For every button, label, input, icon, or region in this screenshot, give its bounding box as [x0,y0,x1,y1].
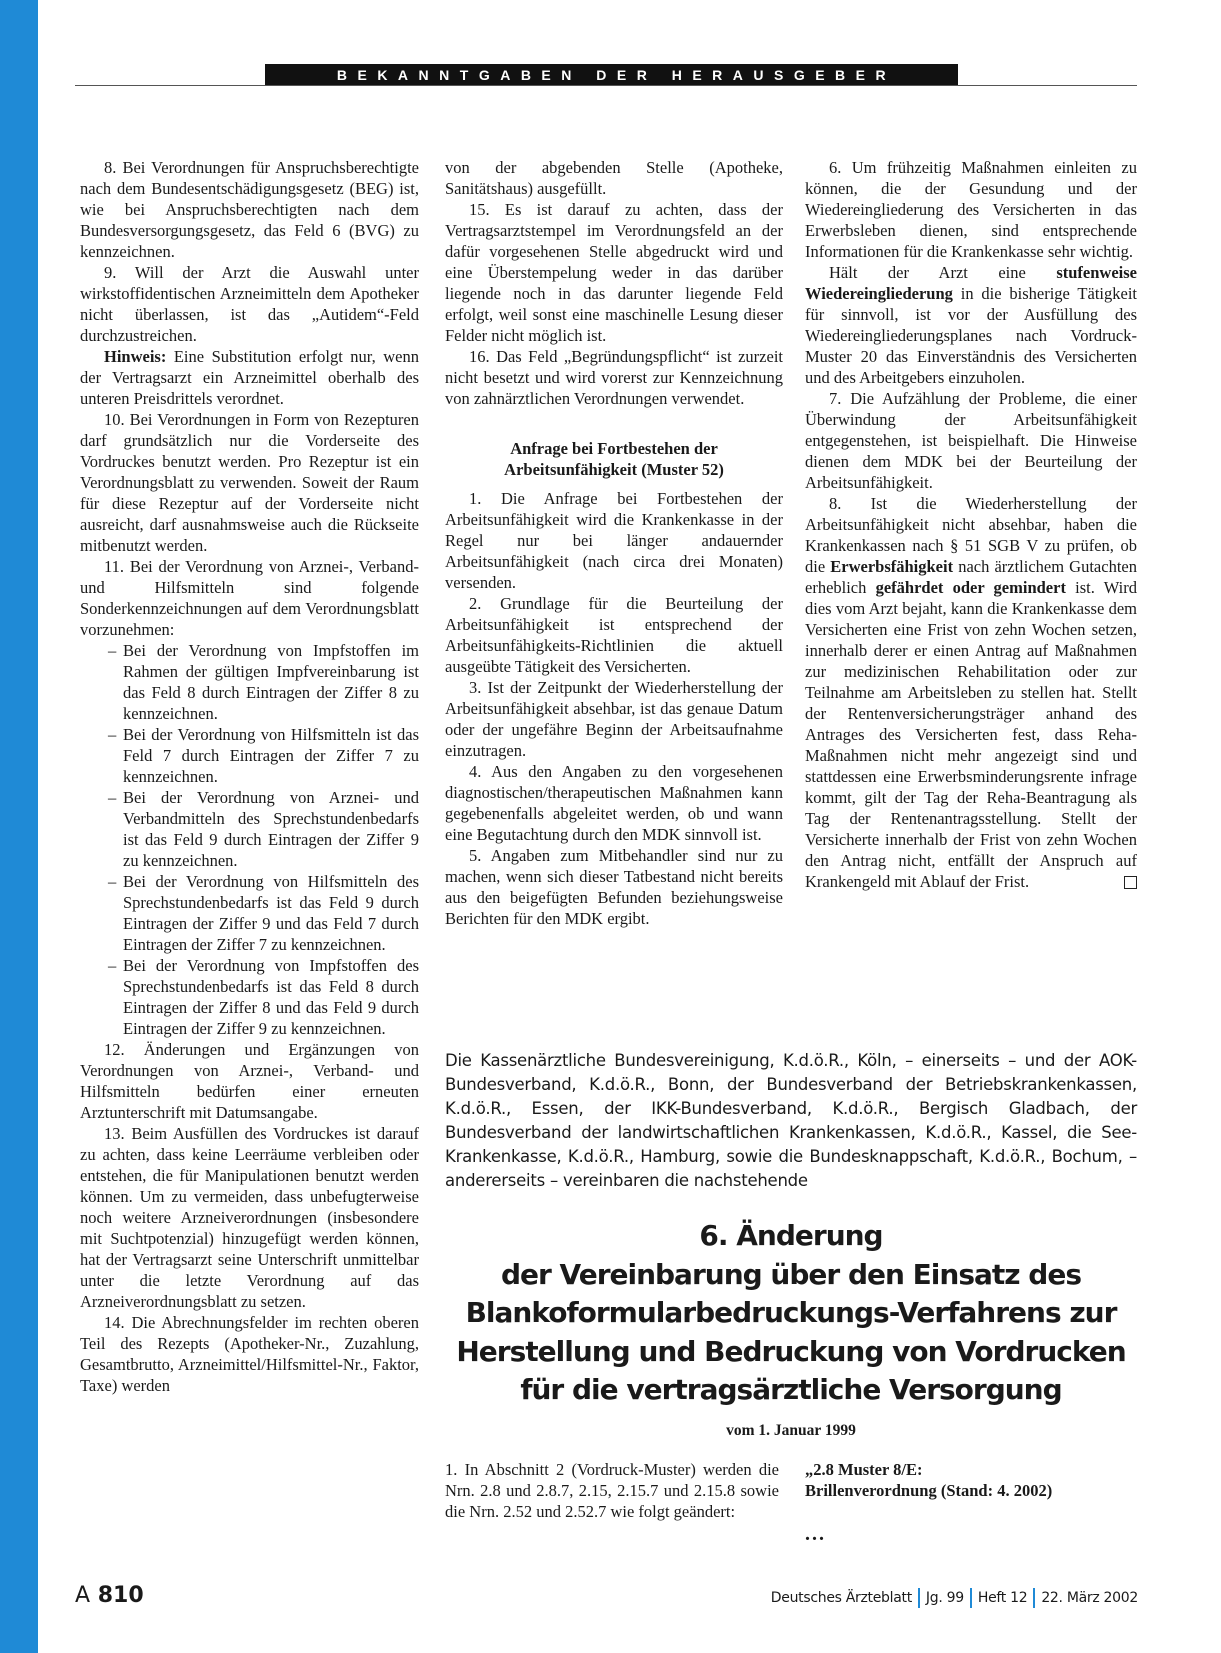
paragraph: 6. Um frühzeitig Maßnahmen einleiten zu können, die der Gesundung und der Wiedereingliederung des Versicherten in das Erwerbsleben dienen, sind entsprechende Informationen für die Krankenkasse sehr wichtig. [805,158,1137,261]
quote-line: „2.8 Muster 8/E: [805,1460,923,1479]
subsection-heading-line: Arbeitsunfähigkeit (Muster 52) [504,460,724,479]
title-line: Herstellung und Bedruckung von Vordrucken [456,1334,1126,1368]
left-color-bar [0,0,38,1653]
journal-name: Deutsches Ärzteblatt [770,1590,912,1606]
text-run: ist. Wird dies vom Arzt bejaht, kann die Krankenkasse dem Versicherten eine Frist von zehn Wochen setzen, innerhalb derer er einen Antrag auf Maßnahmen zur medizinischen Rehabilitation oder zur Teilnahme am Arbeitsleben zu stellen hat. Stellt der Rentenversicherungsträger anhand des Antrages des Versicherten fest, dass Reha-Maßnahmen nicht mehr angezeigt sind und stattdessen eine Erwerbsminderungsrente infrage kommt, gilt der Tag der Reha-Beantragung als Tag der Rentenantragsstellung. Stellt der Versicherte innerhalb der Frist von zehn Wochen den Antrag nicht, entfällt der Anspruch auf Krankengeld mit Ablauf der Frist. [805,578,1137,891]
footer-separator [970,1588,972,1608]
section-header-band: BEKANNTGABEN DER HERAUSGEBER [265,64,958,85]
journal-footer [771,1588,1138,1608]
paragraph-continuation: von der abgebenden Stelle (Apotheke, Sanitätshaus) ausgefüllt. [445,158,783,198]
paragraph: 9. Will der Arzt die Auswahl unter wirkstoffidentischen Arzneimitteln dem Apotheker nicht überlassen, ist das „Autidem“-Feld durchzustreichen. [80,263,419,345]
paragraph: 4. Aus den Angaben zu den vorgesehenen diagnostischen/therapeutischen Maßnahmen kann gegebenenfalls abgeleitet werden, ob und wann eine Begutachtung durch den MDK sinnvoll ist. [445,762,783,844]
amendment-paragraph: 1. In Abschnitt 2 (Vordruck-Muster) werden die Nrn. 2.8 und 2.8.7, 2.15, 2.15.7 und 2.15.8 sowie die Nrn. 2.52 und 2.52.7 wie folgt geändert: [445,1460,779,1521]
text-column-1 [80,157,419,1396]
bold-term: stufenweise Wiedereingliederung [805,263,1137,303]
bold-term: gefährdet oder gemindert [875,578,1066,597]
paragraph: 3. Ist der Zeitpunkt der Wiederherstellung der Arbeitsunfähigkeit absehbar, ist das genaue Datum oder der ungefähre Beginn der Arbeitsaufnahme einzutragen. [445,678,783,760]
agreement-dateline: vom 1. Januar 1999 [726,1422,856,1439]
agreement-title [440,1217,1142,1410]
list-item: – Bei der Verordnung von Arznei- und Verbandmitteln des Sprechstundenbedarfs ist das Feld 9 durch Eintragen der Ziffer 9 zu kennzeichnen. [123,787,419,871]
paragraph: 1. Die Anfrage bei Fortbestehen der Arbeitsunfähigkeit wird die Krankenkasse in der Regel nur bei länger andauernder Arbeitsunfähigkeit (nach circa drei Monaten) versenden. [445,489,783,592]
journal-date: 22. März 2002 [1041,1590,1138,1606]
page-number [75,1583,144,1608]
list-item: – Bei der Verordnung von Hilfsmitteln des Sprechstundenbedarfs ist das Feld 9 durch Eintragen der Ziffer 9 und das Feld 7 durch Eintragen der Ziffer 7 zu kennzeichnen. [123,871,419,955]
paragraph: 12. Änderungen und Ergänzungen von Verordnungen von Arznei-, Verband- und Hilfsmitteln bedürfen einer erneuten Arztunterschrift mit Datumsangabe. [80,1040,419,1122]
quote-line: Brillenverordnung (Stand: 4. 2002) [805,1481,1053,1500]
list-item: – Bei der Verordnung von Impfstoffen im Rahmen der gültigen Impfvereinbarung ist das Feld 8 durch Eintragen der Ziffer 8 zu kennzeichnen. [123,640,419,724]
title-line: für die vertragsärztliche Versorgung [520,1373,1062,1406]
end-of-article-square-icon [1124,876,1137,889]
title-line: Blankoformularbedruckungs-Verfahrens zur [465,1296,1117,1329]
agreement-intro: Die Kassenärztliche Bundesvereinigung, K.d.ö.R., Köln, – einerseits – und der AOK-Bundesverband, K.d.ö.R., Bonn, der Bundesverband der Betriebskrankenkassen, K.d.ö.R., Essen, der IKK-Bundesverband, K.d.ö.R., Bergisch Gladbach, der Bundesverband der landwirtschaftlichen Krankenkassen, K.d.ö.R., Kassel, die See-Krankenkasse, K.d.ö.R., Hamburg, sowie die Bundesknappschaft, K.d.ö.R., Bochum, – andererseits – vereinbaren die nachstehende [445,1051,1137,1190]
paragraph: 5. Angaben zum Mitbehandler sind nur zu machen, wenn sich dieser Tatbestand nicht bereits aus den beigefügten Befunden beziehungsweise Berichten für den MDK ergibt. [445,846,783,928]
title-line: der Vereinbarung über den Einsatz des [500,1257,1082,1291]
footer-separator [918,1588,920,1608]
ellipsis: ... [805,1523,826,1545]
footer-separator [1033,1588,1035,1608]
paragraph: 16. Das Feld „Begründungspflicht“ ist zurzeit nicht besetzt und wird vorerst zur Kennzeichnung von zahnärztlichen Verordnungen verwendet. [445,347,783,408]
amendment-quote [805,1459,1137,1501]
paragraph: 2. Grundlage für die Beurteilung der Arbeitsunfähigkeit ist entsprechend der Arbeitsunfähigkeits-Richtlinien die aktuell ausgeübte Tätigkeit des Versicherten. [445,594,783,676]
text-run: Hält der Arzt eine [829,263,1057,282]
paragraph: 10. Bei Verordnungen in Form von Rezepturen darf grundsätzlich nur die Vorderseite des Vordruckes benutzt werden. Pro Rezeptur ist ein Verordnungsblatt zu verwenden. Soweit der Raum für diese Rezeptur auf der Vorderseite nicht ausreicht, darf ausnahmsweise auch die Rückseite mitbenutzt werden. [80,410,419,555]
text-run: 8. Ist die Wiederherstellung der Arbeitsunfähigkeit nicht absehbar, haben die Krankenkassen nach § 51 SGB V zu prüfen, ob die [805,494,1137,576]
paragraph [805,493,1137,892]
paragraph: 15. Es ist darauf zu achten, dass der Vertragsarztstempel im Verordnungsfeld an der dafür vorgesehenen Stelle abgedruckt wird und eine Überstempelung weder in das darüber liegende noch in das darunter liegende Feld erfolgt, weil sonst eine maschinelle Lesung dieser Felder nicht möglich ist. [445,200,783,345]
dash-list [80,640,419,1039]
text-column-2 [445,157,783,929]
paragraph: 7. Die Aufzählung der Probleme, die einer Überwindung der Arbeitsunfähigkeit entgegenstehen, ist beispielhaft. Die Hinweise dienen dem MDK bei der Beurteilung der Arbeitsunfähigkeit. [805,389,1137,492]
page-prefix: A [75,1583,91,1608]
bold-term: Erwerbsfähigkeit [830,557,954,576]
text-run: in die bisherige Tätigkeit für sinnvoll, ist vor der Ausfüllung des Wiedereingliederungsplanes nach Vordruck-Muster 20 das Einverständnis des Versicherten und des Arbeitgebers einzuholen. [805,284,1137,387]
note-label: Hinweis: [104,347,167,366]
journal-volume: Jg. 99 [925,1590,964,1606]
paragraph: 11. Bei der Verordnung von Arznei-, Verband- und Hilfsmitteln sind folgende Sonderkennzeichnungen auf dem Verordnungsblatt vorzunehmen: [80,557,419,639]
paragraph: 13. Beim Ausfüllen des Vordruckes ist darauf zu achten, dass keine Leerräume verbleiben oder entstehen, die für Manipulationen benutzt werden können. Um zu vermeiden, dass unbefugterweise noch weitere Arzneiverordnungen (insbesondere mit Suchtpotenzial) hinzugefügt werden können, hat der Vertragsarzt seine Unterschrift unmittelbar unter die letzte Verordnung auf das Arzneiverordnungsblatt zu setzen. [80,1124,419,1311]
paragraph [805,262,1137,388]
title-line: 6. Änderung [699,1219,883,1252]
page-number-value: 810 [97,1583,144,1608]
text-run: nach ärztlichem Gutachten erheblich [805,557,1137,597]
note-paragraph [80,346,419,409]
subsection-heading [445,438,783,480]
journal-issue: Heft 12 [977,1590,1028,1606]
subsection-heading-line: Anfrage bei Fortbestehen der [510,439,718,458]
list-item: – Bei der Verordnung von Impfstoffen des Sprechstundenbedarfs ist das Feld 8 durch Eintragen der Ziffer 8 und das Feld 9 durch Eintragen der Ziffer 9 zu kennzeichnen. [123,955,419,1039]
note-text: Eine Substitution erfolgt nur, wenn der Vertragsarzt ein Arzneimittel oberhalb des unteren Preisdrittels verordnet. [80,347,419,408]
text-column-3 [805,157,1137,892]
paragraph: 14. Die Abrechnungsfelder im rechten oberen Teil des Rezepts (Apotheker-Nr., Zuzahlung, Gesamtbrutto, Arzneimittel/Hilfsmittel-Nr., Faktor, Taxe) werden [80,1313,419,1395]
paragraph: 8. Bei Verordnungen für Anspruchsberechtigte nach dem Bundesentschädigungsgesetz (BEG) ist, wie bei Anspruchsberechtigten nach dem Bundesversorgungsgesetz, das Feld 6 (BVG) zu kennzeichnen. [80,158,419,261]
list-item: – Bei der Verordnung von Hilfsmitteln ist das Feld 7 durch Eintragen der Ziffer 7 zu kennzeichnen. [123,724,419,787]
header-rule [75,85,1137,86]
